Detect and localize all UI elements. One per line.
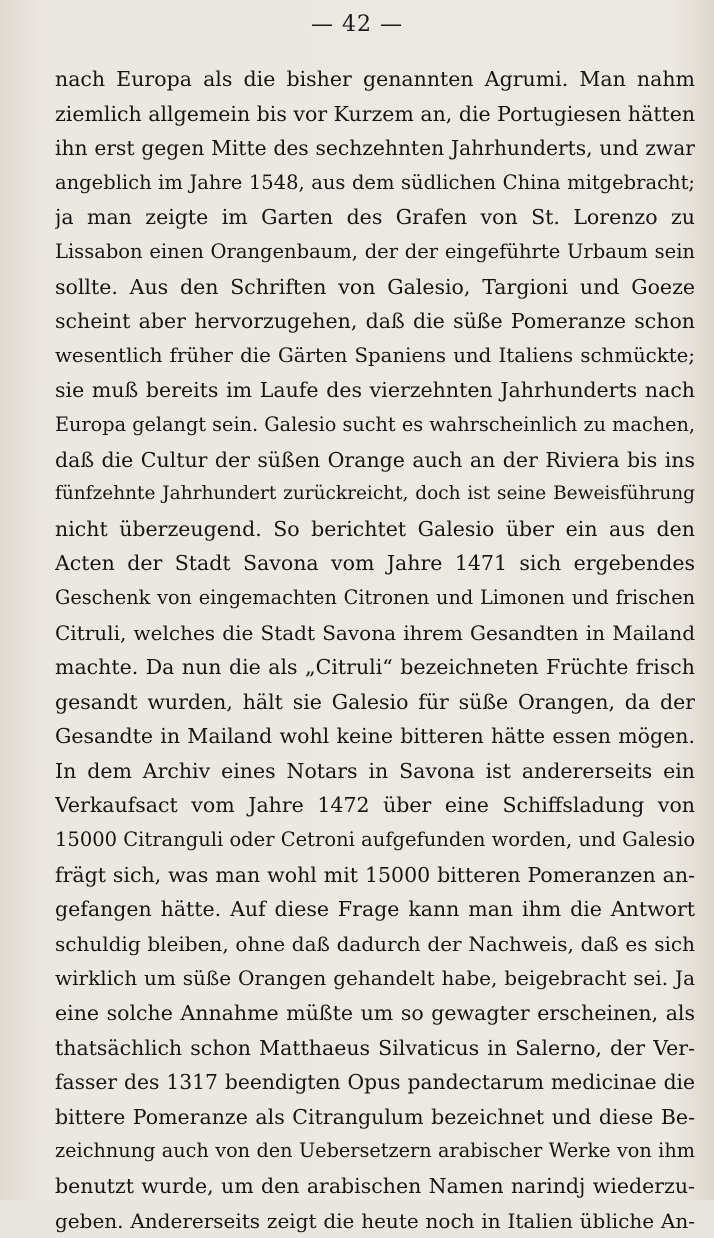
text-line: daß die Cultur der süßen Orange auch an der Riviera bis ins [55, 447, 695, 472]
text-line: nach Europa als die bisher genannten Agrumi. Man nahm [55, 67, 695, 91]
text-line: machte. Da nun die als „Citruli“ bezeichneten Früchte frisch [55, 655, 695, 680]
text-line: gefangen hätte. Auf diese Frage kann man ihm die Antwort [55, 897, 695, 922]
text-line: schuldig bleiben, ohne daß dadurch der Nachweis, daß es sich [55, 931, 695, 956]
text-line: Verkaufsact vom Jahre 1472 über eine Schiffsladung von [55, 793, 695, 818]
text-line: scheint aber hervorzugehen, daß die süße Pomeranze schon [55, 309, 695, 334]
text-line: geben. Andererseits zeigt die heute noch in Italien übliche An- [55, 1208, 695, 1233]
text-line: Geschenk von eingemachten Citronen und Limonen und frischen [55, 585, 695, 609]
text-line: thatsächlich schon Matthaeus Silvaticus in Salerno, der Ver- [55, 1035, 695, 1060]
text-line: wesentlich früher die Gärten Spaniens und Italiens schmückte; [55, 343, 695, 367]
text-line: Lissabon einen Orangenbaum, der der eingeführte Urbaum sein [55, 239, 695, 263]
text-line: Acten der Stadt Savona vom Jahre 1471 sich ergebendes [55, 551, 695, 576]
text-line: zeichnung auch von den Uebersetzern arabischer Werke von ihm [55, 1139, 695, 1163]
text-line: gesandt wurden, hält sie Galesio für süße Orangen, da der [55, 689, 695, 714]
text-line: frägt sich, was man wohl mit 15000 bitteren Pomeranzen an- [55, 862, 695, 887]
text-line: ja man zeigte im Garten des Grafen von St. Lorenzo zu [55, 205, 695, 230]
text-line: eine solche Annahme müßte um so gewagter erscheinen, als [55, 1001, 695, 1026]
text-line: ihn erst gegen Mitte des sechzehnten Jahrhunderts, und zwar [55, 136, 695, 161]
text-line: benutzt wurde, um den arabischen Namen narindj wiederzu- [55, 1174, 695, 1198]
text-line: ziemlich allgemein bis vor Kurzem an, die Portugiesen hätten [55, 101, 695, 126]
text-line: fasser des 1317 beendigten Opus pandectarum medicinae die [55, 1070, 695, 1095]
text-line: sie muß bereits im Laufe des vierzehnten Jahrhunderts nach [55, 378, 695, 403]
text-line: nicht überzeugend. So berichtet Galesio über ein aus den [55, 516, 695, 541]
text-line: Gesandte in Mailand wohl keine bitteren hätte essen mögen. [55, 724, 695, 749]
text-line: angeblich im Jahre 1548, aus dem südlichen China mitgebracht; [55, 170, 695, 194]
text-line: sollte. Aus den Schriften von Galesio, Targioni und Goeze [55, 274, 695, 299]
text-line: Citruli, welches die Stadt Savona ihrem Gesandten in Mailand [55, 620, 695, 645]
body-text [55, 62, 695, 1238]
text-line: fünfzehnte Jahrhundert zurückreicht, doch ist seine Beweisführung [55, 483, 695, 505]
text-line: 15000 Citranguli oder Cetroni aufgefunden worden, und Galesio [55, 828, 695, 852]
text-line: Europa gelangt sein. Galesio sucht es wahrscheinlich zu machen, [55, 412, 695, 436]
text-line: bittere Pomeranze als Citrangulum bezeichnet und diese Be- [55, 1104, 695, 1129]
text-line: In dem Archiv eines Notars in Savona ist andererseits ein [55, 758, 695, 783]
text-line: wirklich um süße Orangen gehandelt habe, beigebracht sei. Ja [55, 966, 695, 991]
page-number: — 42 — [311, 12, 403, 37]
